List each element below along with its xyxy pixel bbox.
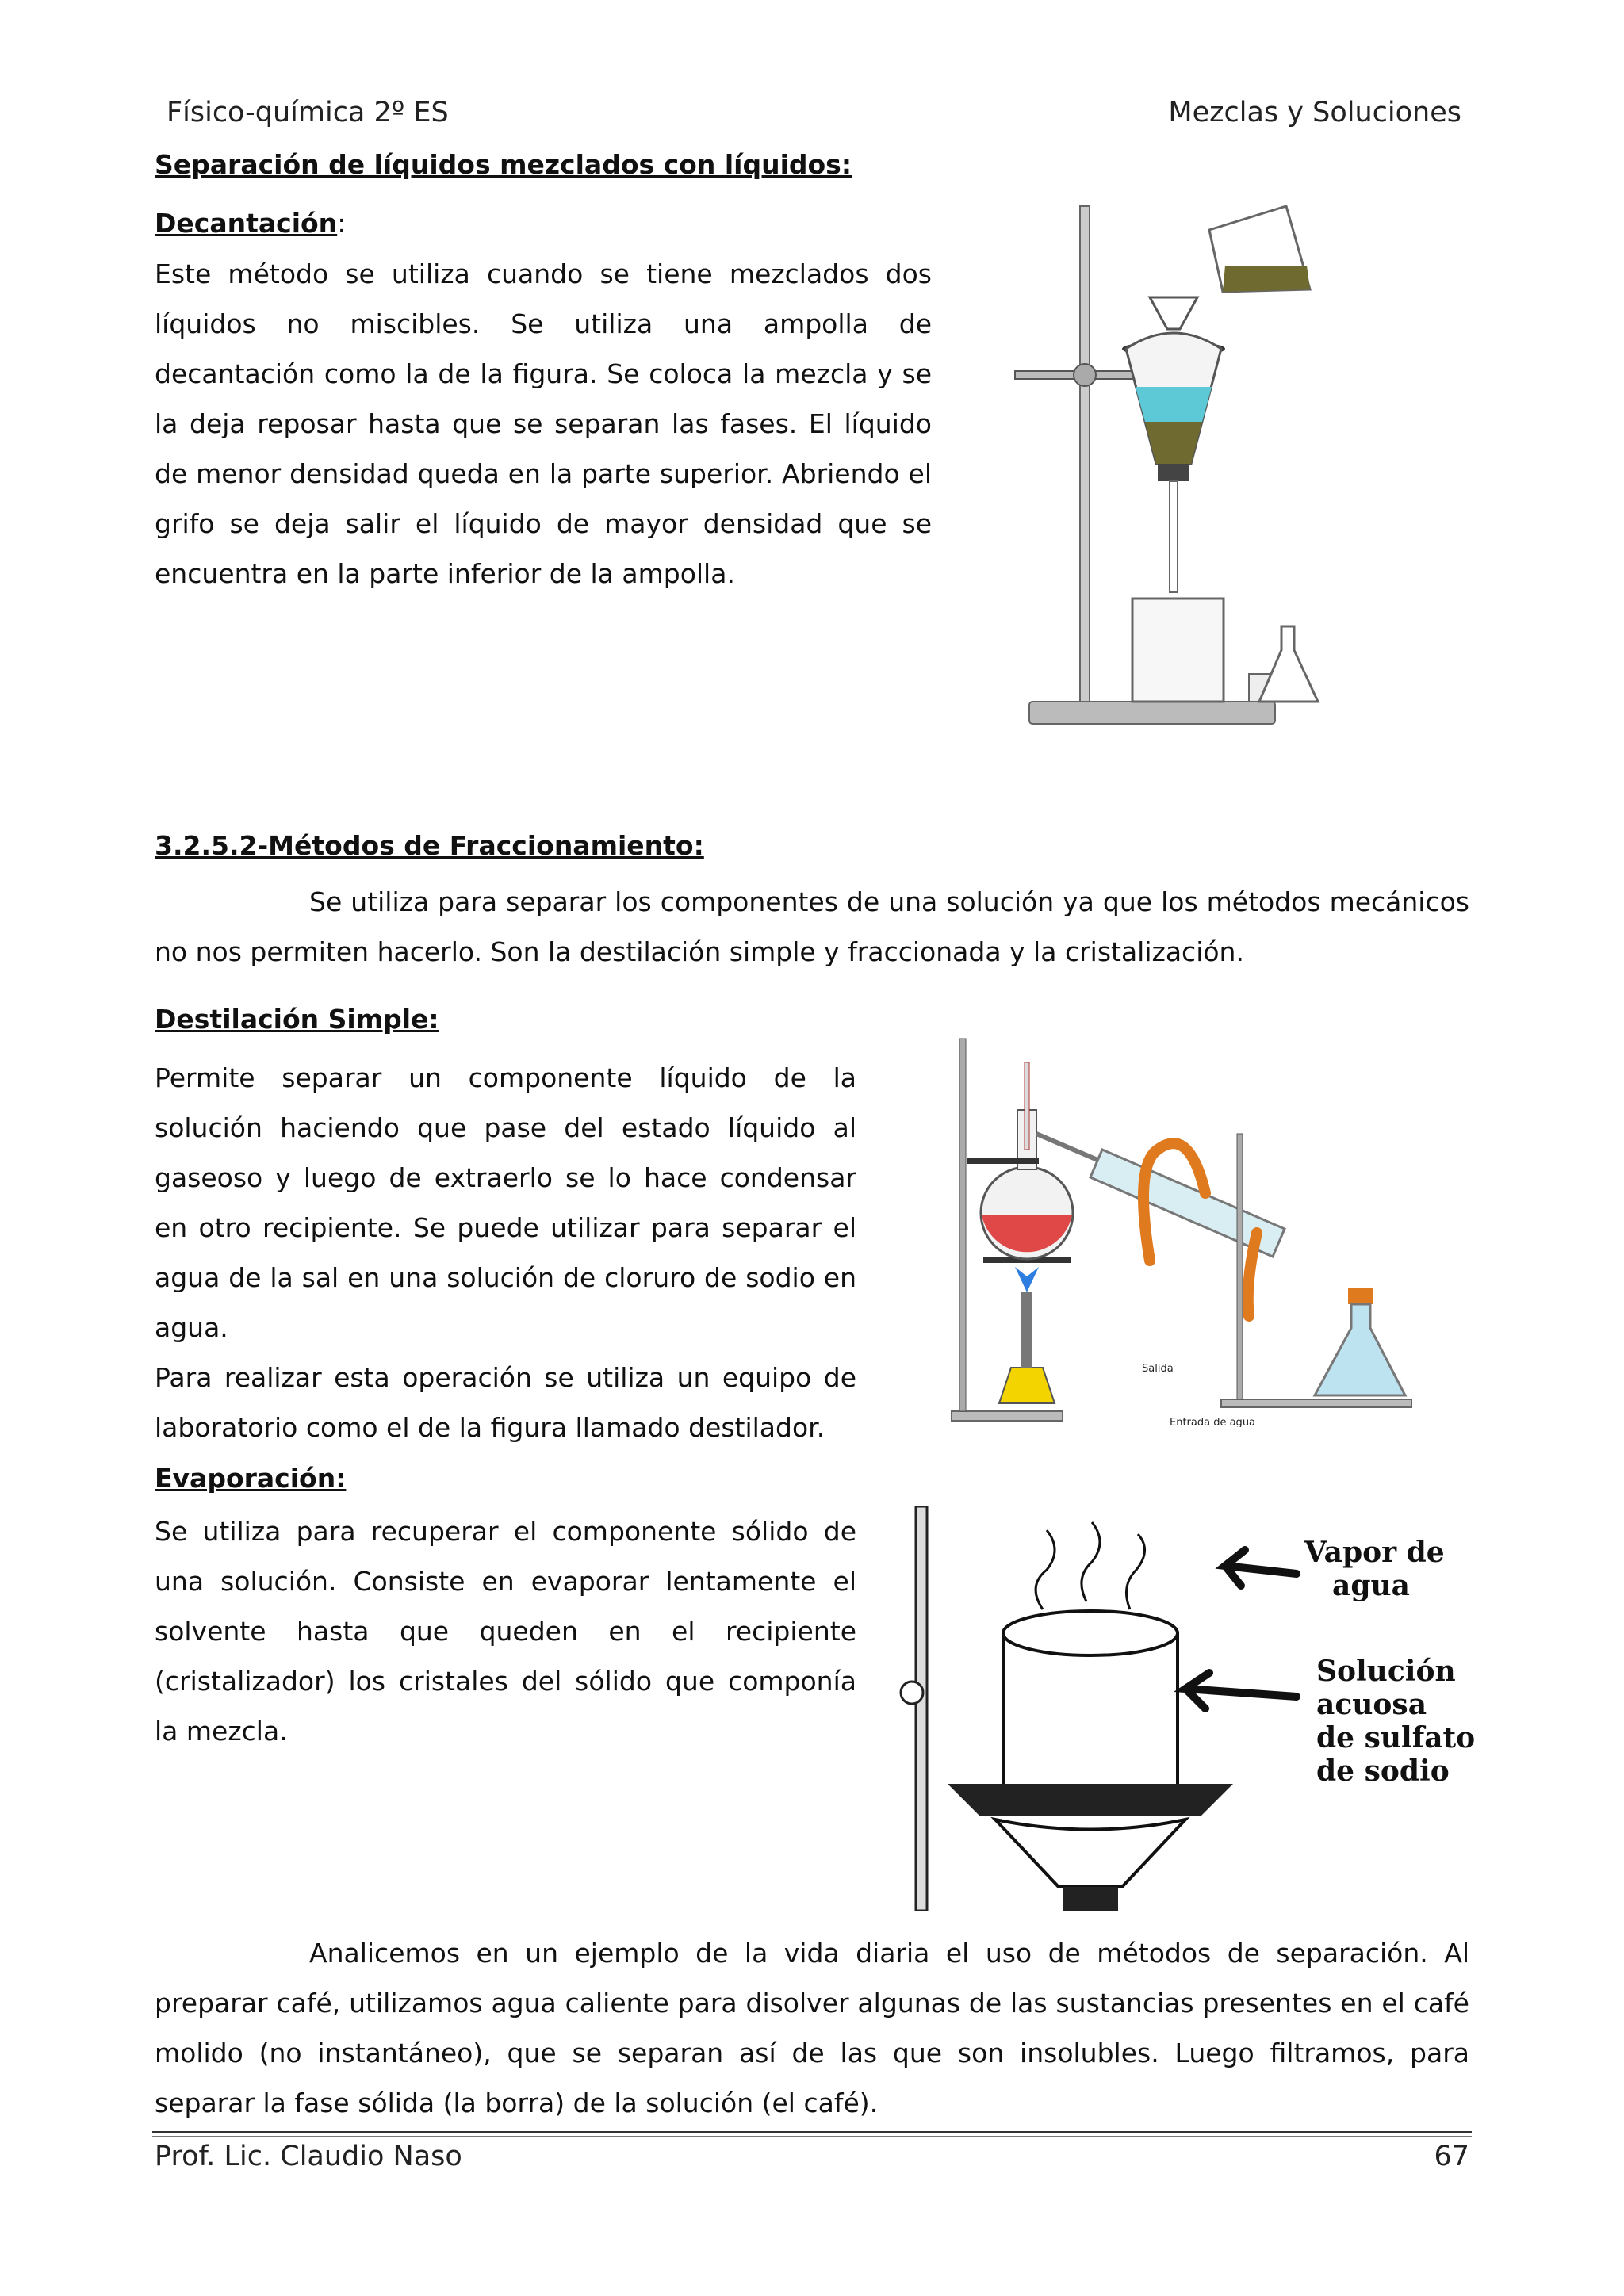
footer-divider	[152, 2131, 1472, 2133]
distillation-figure	[936, 1031, 1427, 1427]
label-sol-1: Solución	[1316, 1655, 1456, 1688]
header-subject: Físico-química 2º ES	[167, 97, 449, 128]
label-sol-3: de sulfato	[1316, 1721, 1476, 1755]
ring-clamp-screw	[901, 1682, 923, 1704]
steam-line-3	[1127, 1534, 1145, 1609]
funnel-stem	[1170, 481, 1178, 592]
label-entrada-agua: Entrada de agua	[1170, 1417, 1256, 1427]
destilacion-text-2: Para realizar esta operación se utiliza un equipo de laboratorio como el de la figura llamado destilador.	[155, 1362, 856, 1443]
fraccionamiento-paragraph	[155, 877, 1469, 977]
burner-flame	[1015, 1267, 1039, 1292]
section-title-fraccionamiento: 3.2.5.2-Métodos de Fraccionamiento:	[155, 830, 704, 861]
label-sol-2: acuosa	[1316, 1688, 1427, 1721]
burner-base	[1063, 1887, 1118, 1911]
upper-liquid-layer	[1136, 387, 1212, 422]
arrow-vapor	[1225, 1550, 1297, 1586]
erlenmeyer-flask	[1259, 626, 1318, 702]
label-sol-4: de sodio	[1316, 1755, 1450, 1788]
footer-author: Prof. Lic. Claudio Naso	[155, 2141, 462, 2172]
wire-gauze-evap	[948, 1784, 1233, 1816]
label-vapor-1: Vapor de	[1304, 1536, 1445, 1569]
pouring-liquid	[1223, 266, 1310, 292]
small-funnel	[1150, 297, 1197, 329]
right-stand-rod	[1237, 1134, 1243, 1399]
stand-base	[1029, 702, 1275, 724]
footer-divider-thin	[152, 2136, 1472, 2137]
burner-tube	[1021, 1292, 1032, 1368]
label-vapor-2: agua	[1332, 1569, 1410, 1602]
evaporation-figure	[884, 1506, 1487, 1911]
decantacion-text: Este método se utiliza cuando se tiene mezclados dos líquidos no miscibles. Se utiliza una ampolla de decantación como la de la figura. Se coloca la mezcla y se la deja reposar hasta que se separan las fases. El líquido de menor densidad queda en la parte superior. Abriendo el grifo se deja salir el líquido de mayor densidad que se encuentra en la parte inferior de la ampolla.	[155, 258, 932, 589]
closing-text: Analicemos en un ejemplo de la vida diaria el uso de métodos de separación. Al preparar café, utilizamos agua caliente para disolver algunas de las sustancias presentes en el café molido (no instantáneo), que se separan así de las que son insolubles. Luego filtramos, para separar la fase sólida (la borra) de la solución (el café).	[155, 1938, 1469, 2118]
clamp-knob	[1074, 364, 1096, 386]
decantacion-colon: :	[337, 208, 347, 239]
water-inlet-hose	[1248, 1233, 1257, 1316]
burner-head	[995, 1820, 1185, 1887]
collecting-beaker	[1132, 599, 1224, 702]
label-salida: Salida	[1142, 1363, 1174, 1375]
section-title-liquids: Separación de líquidos mezclados con líquidos:	[155, 149, 852, 180]
stopcock	[1158, 464, 1189, 481]
left-stand-base	[952, 1411, 1063, 1421]
arrow-solution	[1185, 1673, 1297, 1709]
decantacion-label: Decantación	[155, 208, 338, 239]
receiving-flask	[1315, 1304, 1405, 1395]
stand-rod	[1080, 206, 1090, 702]
bunsen-burner	[999, 1368, 1055, 1403]
destilacion-text-1: Permite separar un componente líquido de la solución haciendo que pase del estado líquido al gaseoso y luego de extraerlo se lo hace condensar en otro recipiente. Se puede utilizar para separar el agua de la sal en una solución de cloruro de sodio en agua.	[155, 1062, 856, 1343]
left-stand-rod	[959, 1039, 966, 1411]
fraccionamiento-text: Se utiliza para separar los componentes de una solución ya que los métodos mecánicos no nos permiten hacerlo. Son la destilación simple y fraccionada y la cristalización.	[155, 886, 1469, 967]
thermometer	[1025, 1062, 1029, 1150]
flask-clamp	[967, 1158, 1039, 1164]
separatory-funnel-figure	[1007, 198, 1324, 737]
ring-stand-rod	[916, 1506, 927, 1911]
evaporacion-paragraph	[155, 1506, 856, 1756]
header-topic: Mezclas y Soluciones	[1168, 97, 1461, 128]
decantacion-paragraph	[155, 249, 932, 599]
subheading-decantacion	[155, 208, 346, 239]
steam-line-1	[1036, 1530, 1055, 1609]
closing-paragraph	[155, 1928, 1469, 2128]
page-number: 67	[1434, 2141, 1469, 2172]
receiving-stopper	[1348, 1288, 1373, 1304]
subheading-destilacion: Destilación Simple:	[155, 1004, 439, 1035]
right-stand-base	[1221, 1399, 1411, 1407]
steam-line-2	[1082, 1522, 1100, 1601]
subheading-evaporacion: Evaporación:	[155, 1463, 347, 1494]
destilacion-paragraph	[155, 1053, 856, 1452]
evaporacion-text: Se utiliza para recuperar el componente sólido de una solución. Consiste en evaporar lentamente el solvente hasta que queden en el recipiente (cristalizador) los cristales del sólido que componía la mezcla.	[155, 1516, 856, 1747]
